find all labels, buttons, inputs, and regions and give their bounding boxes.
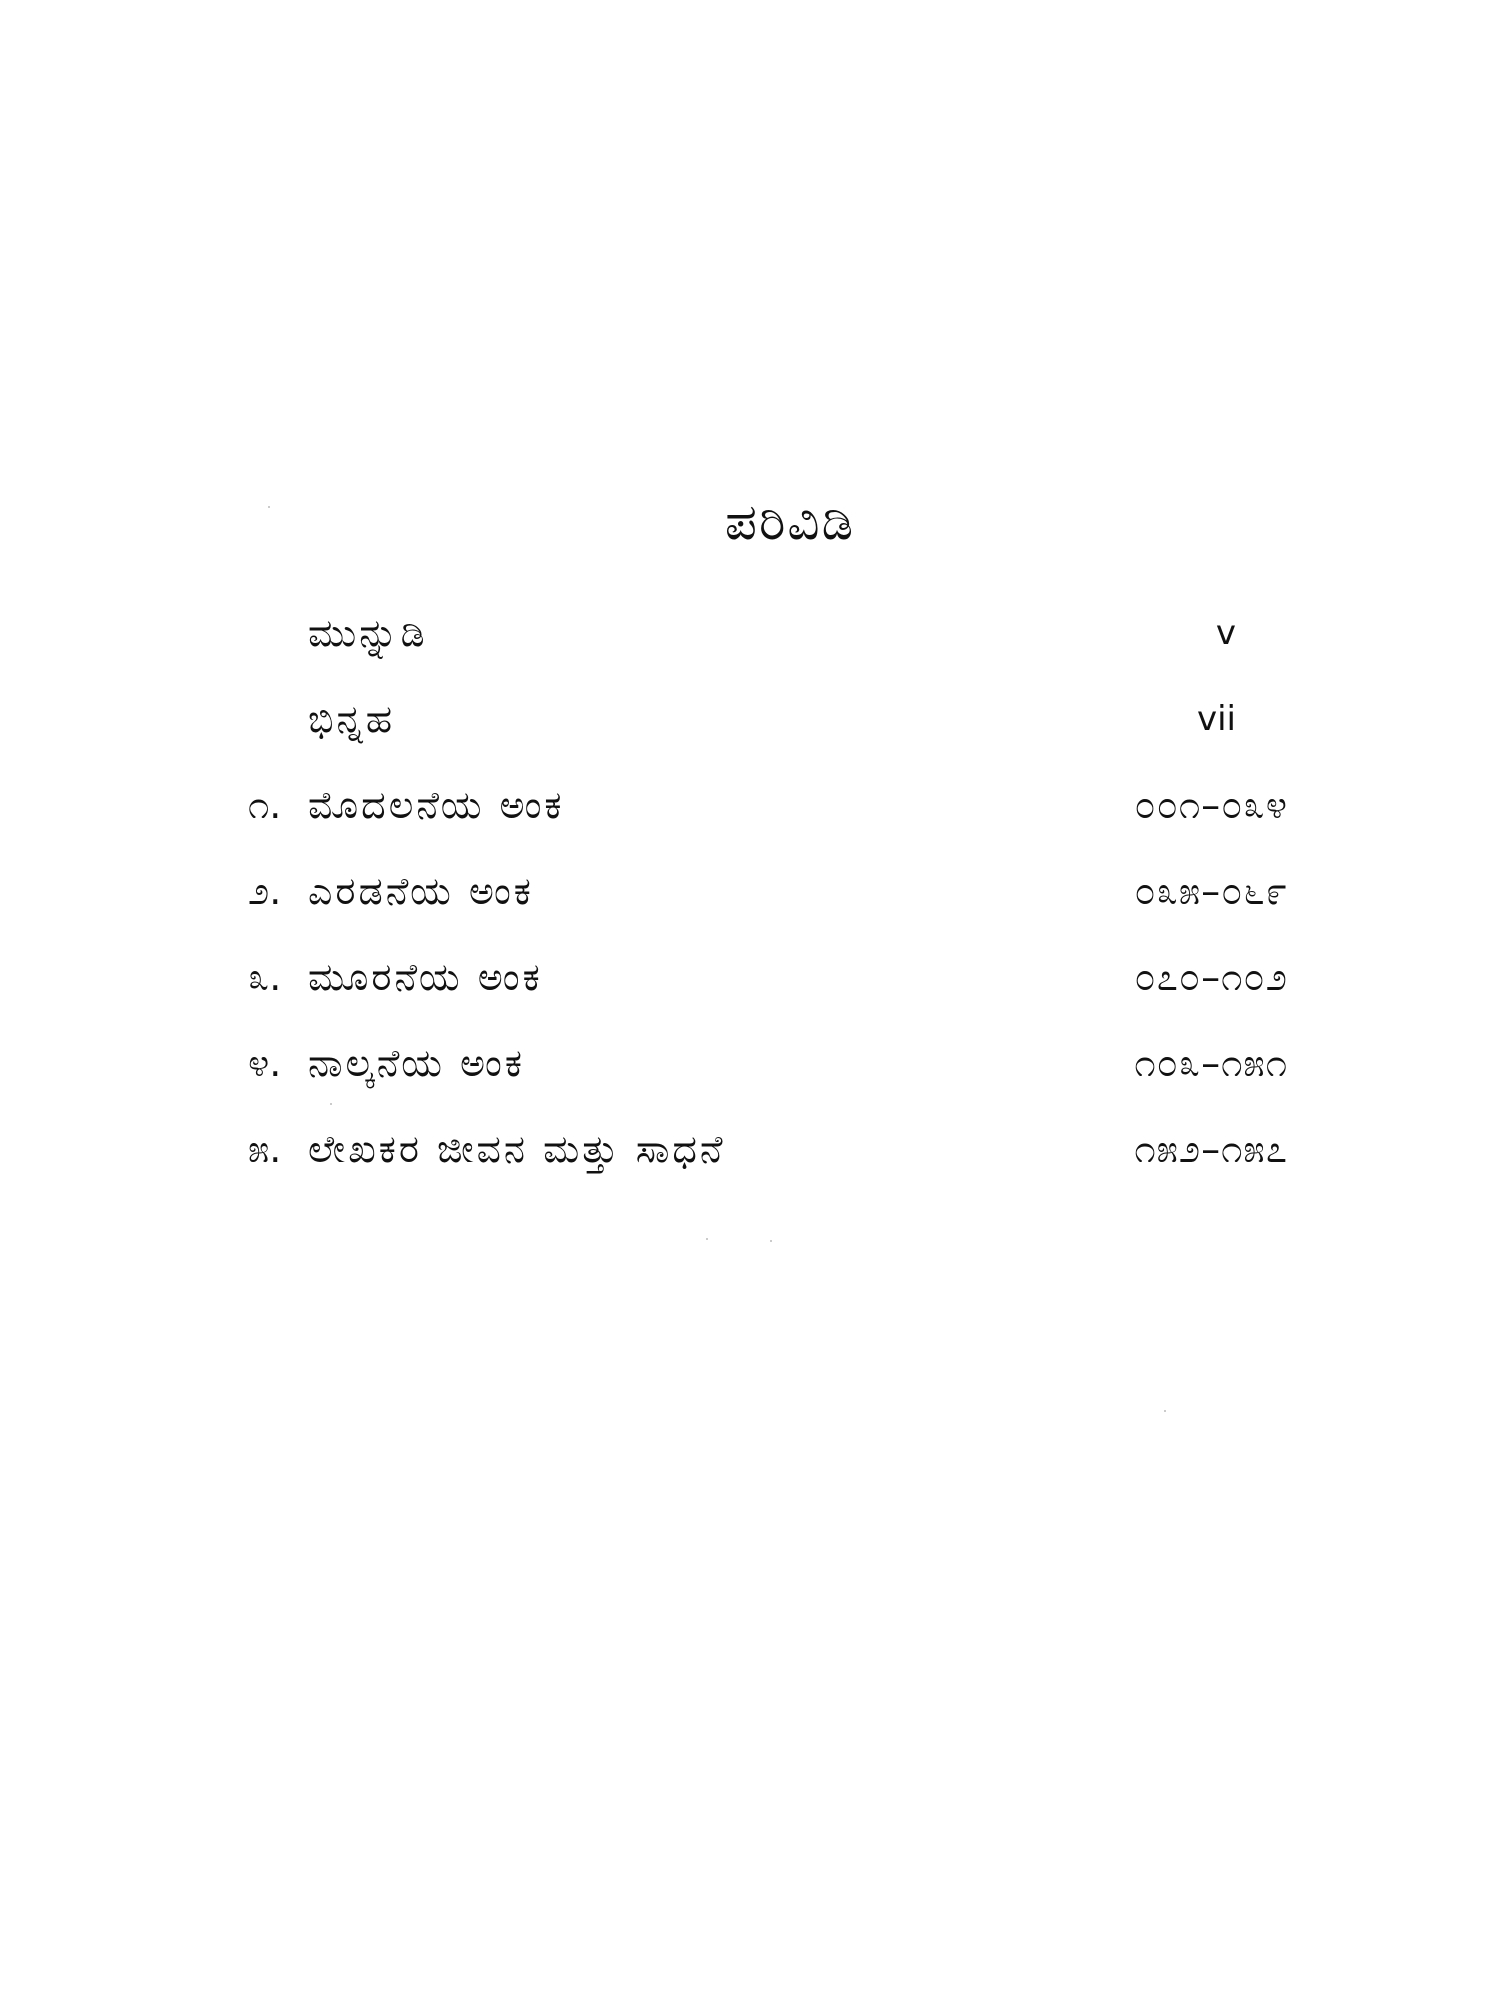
toc-entry-number: ೩.: [248, 955, 282, 999]
toc-entry-number: ೪.: [248, 1041, 282, 1085]
scan-speck: [330, 1103, 332, 1105]
toc-entry: [248, 762, 1288, 848]
toc-entry-label: ಲೇಖಕರ ಜೀವನ ಮತ್ತು ಸಾಧನೆ: [308, 1127, 726, 1171]
toc-entry-page: vii: [1196, 699, 1236, 739]
toc-entry-label: ಮುನ್ನುಡಿ: [308, 611, 428, 655]
toc-entry: [248, 1020, 1288, 1106]
toc-entry: [248, 848, 1288, 934]
toc-entry-page: ೧೫೨–೧೫೭: [1134, 1127, 1288, 1171]
toc-entry-number: ೫.: [248, 1127, 282, 1171]
toc-entry-page: ೧೦೩–೧೫೧: [1134, 1041, 1288, 1085]
page-title: ಪರಿವಿಡಿ: [724, 493, 856, 551]
toc-entry-number: ೧.: [248, 783, 282, 827]
toc-entry: [248, 676, 1288, 762]
toc-entry-label: ಎರಡನೆಯ ಅಂಕ: [308, 869, 534, 913]
toc-entry: [248, 1106, 1288, 1192]
toc-entry: [248, 590, 1288, 676]
scan-speck: [268, 506, 270, 508]
toc-entry: [248, 934, 1288, 1020]
toc-entry-page: v: [1215, 613, 1236, 653]
scan-speck: [770, 1240, 772, 1242]
toc-entry-page: ೦೩೫–೦೬೯: [1134, 869, 1288, 913]
table-of-contents: [248, 590, 1288, 1192]
toc-entry-label: ನಾಲ್ಕನೆಯ ಅಂಕ: [308, 1041, 525, 1085]
toc-entry-page: ೦೭೦–೧೦೨: [1134, 955, 1288, 999]
scan-speck: [706, 1238, 708, 1240]
toc-entry-label: ಮೂರನೆಯ ಅಂಕ: [308, 955, 543, 999]
toc-entry-label: ಭಿನ್ನಹ: [308, 697, 396, 741]
toc-entry-label: ಮೊದಲನೆಯ ಅಂಕ: [308, 783, 565, 827]
scan-speck: [1164, 1410, 1166, 1412]
toc-entry-number: ೨.: [248, 869, 282, 913]
toc-entry-page: ೦೦೧–೦೩೪: [1134, 783, 1288, 827]
